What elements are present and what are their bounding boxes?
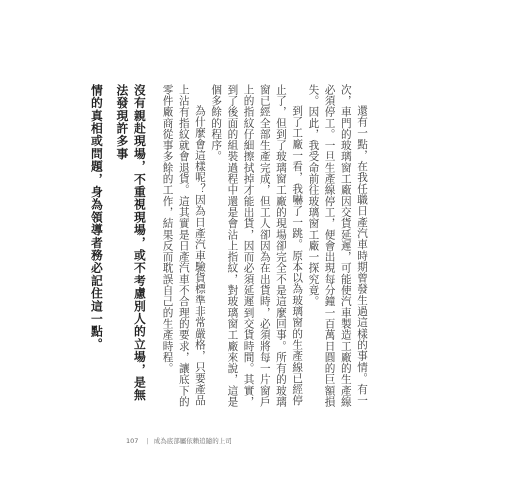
footer-separator: | <box>146 437 149 445</box>
page-number: 107 <box>126 437 139 445</box>
emphasis-line-1: 沒有親赴現場，不重視現場，或不考慮別人的立場，是無法發現許多事 <box>114 84 147 402</box>
paragraph-3: 為什麼會這樣呢？因為日產汽車驗貨標準非常嚴格，只要產品上沾有指紋就會退貨。這其實是日產汽車不合理的要求，讓底下的零件廠商從事多餘的工作，結果反而耽誤自己的生產時程。 <box>161 84 206 408</box>
paragraph-2: 到了工廠一看，我嚇了一跳。原本以為玻璃窗的生產線已經停止了，但到了玻璃窗工廠的現場卻完全不是這麼回事。所有的玻璃窗已經全部生產完成，但工人卻因為在出貨時，必須將每一片窗戶上的指紋仔細擦拭掉才能出貨，因而必須延遲到交貨時間。其實，到了後面的組裝過程中還是會沾上指紋，對玻璃窗工廠來說，這是個多餘的程序。 <box>210 84 304 408</box>
emphasis-gap <box>104 84 112 414</box>
paragraph-gap <box>147 84 159 414</box>
running-title: 成為底部屬依賴追隨的上司 <box>153 437 232 445</box>
paragraph-1: 還有一點，在我任職日產汽車時期曾發生過這樣的事情。有一次，車門的玻璃窗工廠因交貨延遲，可能使汽車製造工廠的生產線必須停工。一旦生產線停工，便會出現每分鐘一百萬日圓的巨額損失。因此，我受命前往玻璃窗工廠一探究竟。 <box>307 84 368 408</box>
emphasis-line-2: 情的真相或問題，身為領導者務必記住這一點。 <box>89 84 104 351</box>
vertical-text-block <box>87 84 370 414</box>
page-footer <box>126 436 232 445</box>
